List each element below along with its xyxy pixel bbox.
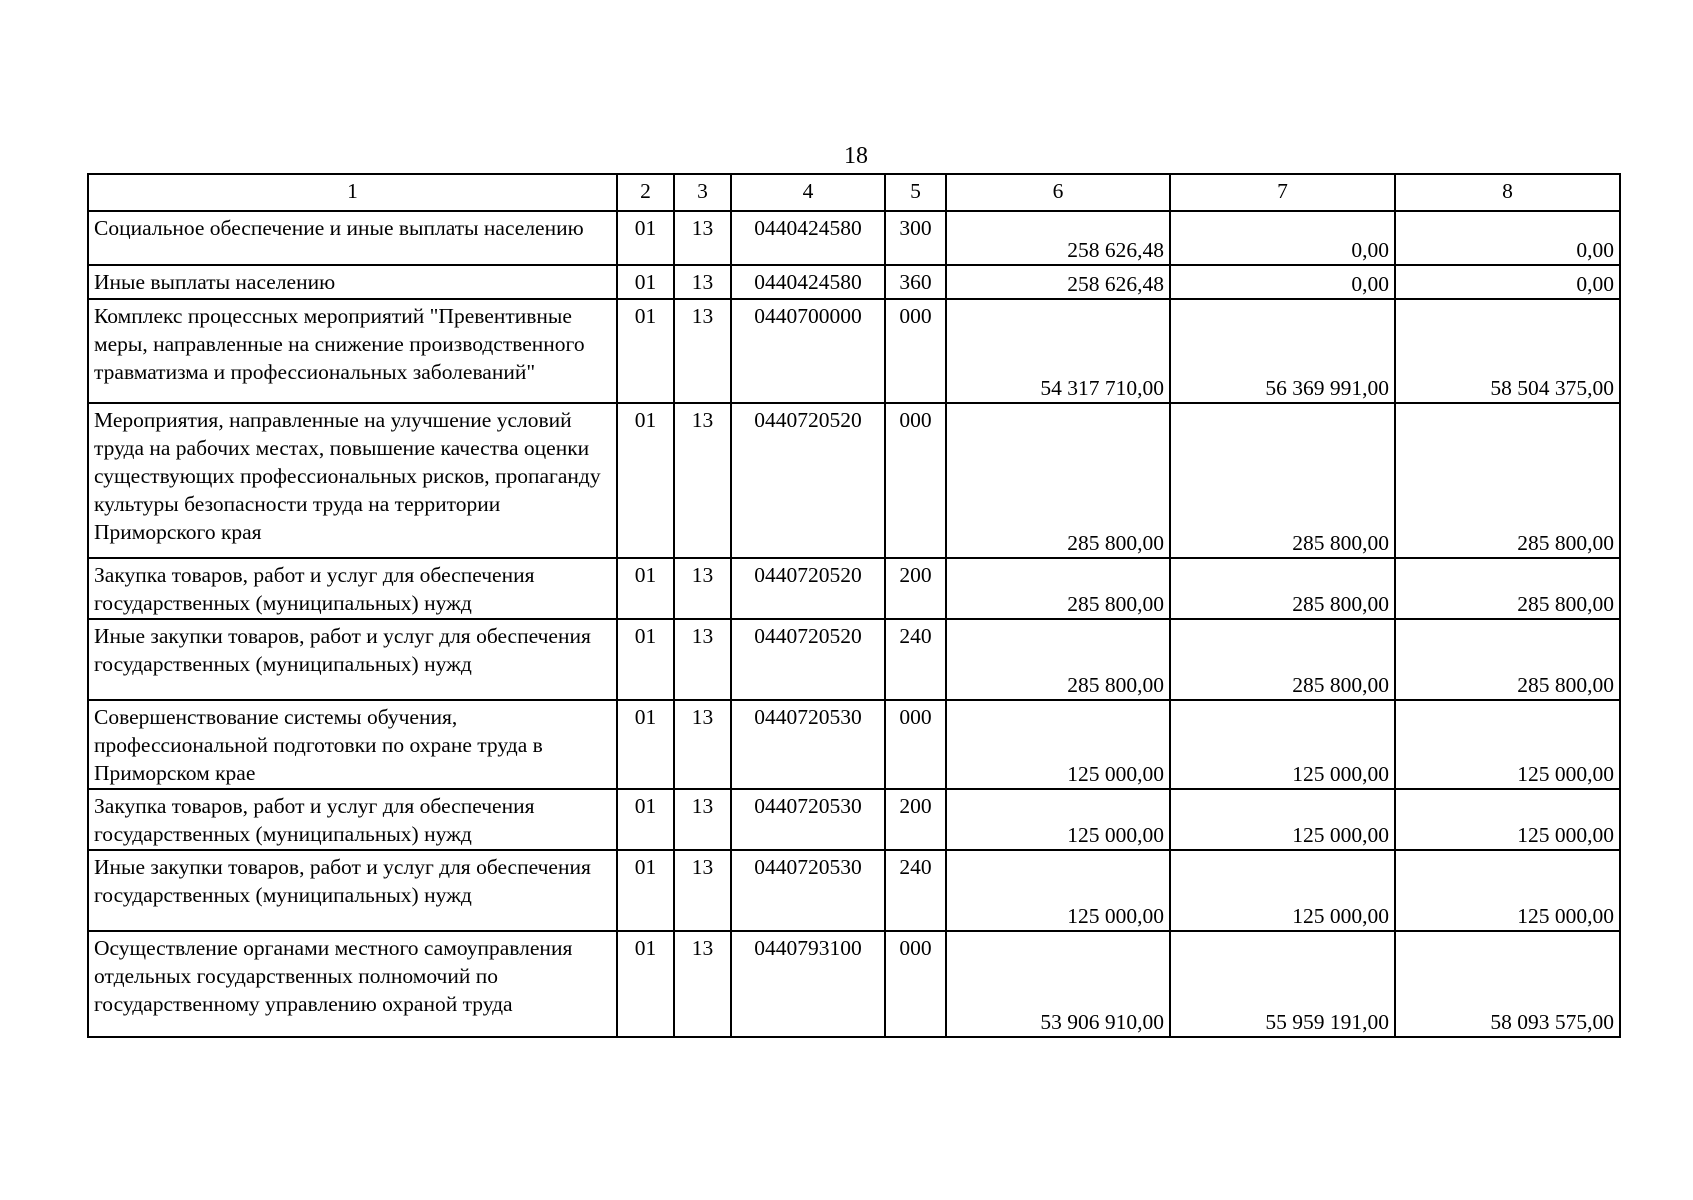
table-row <box>88 850 1620 931</box>
expense-type-cell: 240 <box>885 619 946 700</box>
amount-col8-cell: 0,00 <box>1395 265 1620 299</box>
expense-type-cell: 000 <box>885 931 946 1037</box>
subsection-code-cell: 13 <box>674 850 731 931</box>
expense-type-cell: 300 <box>885 211 946 265</box>
table-row <box>88 211 1620 265</box>
target-article-cell: 0440720520 <box>731 558 885 619</box>
section-code-cell: 01 <box>617 558 674 619</box>
target-article-cell: 0440720520 <box>731 619 885 700</box>
amount-col7-cell: 56 369 991,00 <box>1170 299 1395 403</box>
subsection-code-cell: 13 <box>674 265 731 299</box>
page-number: 18 <box>844 143 868 169</box>
target-article-cell: 0440720530 <box>731 850 885 931</box>
table-row <box>88 558 1620 619</box>
table-row <box>88 931 1620 1037</box>
table-row <box>88 299 1620 403</box>
subsection-code-cell: 13 <box>674 931 731 1037</box>
section-code-cell: 01 <box>617 931 674 1037</box>
row-name-cell: Иные закупки товаров, работ и услуг для обеспечения государственных (муниципальных) нужд <box>88 850 617 931</box>
amount-col7-cell: 0,00 <box>1170 211 1395 265</box>
table-row <box>88 403 1620 558</box>
amount-col8-cell: 125 000,00 <box>1395 700 1620 789</box>
amount-col6-cell: 125 000,00 <box>946 850 1170 931</box>
column-header: 5 <box>885 174 946 211</box>
column-header: 1 <box>88 174 617 211</box>
amount-col6-cell: 53 906 910,00 <box>946 931 1170 1037</box>
section-code-cell: 01 <box>617 619 674 700</box>
target-article-cell: 0440720530 <box>731 789 885 850</box>
amount-col8-cell: 0,00 <box>1395 211 1620 265</box>
expense-type-cell: 240 <box>885 850 946 931</box>
expense-type-cell: 200 <box>885 558 946 619</box>
amount-col6-cell: 125 000,00 <box>946 789 1170 850</box>
target-article-cell: 0440793100 <box>731 931 885 1037</box>
target-article-cell: 0440424580 <box>731 211 885 265</box>
row-name-cell: Закупка товаров, работ и услуг для обеспечения государственных (муниципальных) нужд <box>88 558 617 619</box>
amount-col8-cell: 285 800,00 <box>1395 619 1620 700</box>
row-name-cell: Осуществление органами местного самоуправления отдельных государственных полномочий по государственному управлению охраной труда <box>88 931 617 1037</box>
section-code-cell: 01 <box>617 211 674 265</box>
subsection-code-cell: 13 <box>674 403 731 558</box>
amount-col8-cell: 58 504 375,00 <box>1395 299 1620 403</box>
amount-col6-cell: 285 800,00 <box>946 558 1170 619</box>
expense-type-cell: 200 <box>885 789 946 850</box>
expense-type-cell: 360 <box>885 265 946 299</box>
amount-col8-cell: 58 093 575,00 <box>1395 931 1620 1037</box>
amount-col7-cell: 285 800,00 <box>1170 403 1395 558</box>
amount-col8-cell: 285 800,00 <box>1395 558 1620 619</box>
expense-type-cell: 000 <box>885 700 946 789</box>
subsection-code-cell: 13 <box>674 619 731 700</box>
subsection-code-cell: 13 <box>674 211 731 265</box>
target-article-cell: 0440720530 <box>731 700 885 789</box>
amount-col6-cell: 285 800,00 <box>946 619 1170 700</box>
column-header: 7 <box>1170 174 1395 211</box>
expense-type-cell: 000 <box>885 299 946 403</box>
amount-col7-cell: 0,00 <box>1170 265 1395 299</box>
row-name-cell: Мероприятия, направленные на улучшение условий труда на рабочих местах, повышение качества оценки существующих профессиональных рисков, пропаганду культуры безопасности труда на территории Приморского края <box>88 403 617 558</box>
table-row <box>88 789 1620 850</box>
section-code-cell: 01 <box>617 403 674 558</box>
row-name-cell: Закупка товаров, работ и услуг для обеспечения государственных (муниципальных) нужд <box>88 789 617 850</box>
column-header: 3 <box>674 174 731 211</box>
table-row <box>88 619 1620 700</box>
amount-col8-cell: 125 000,00 <box>1395 789 1620 850</box>
column-header: 4 <box>731 174 885 211</box>
row-name-cell: Социальное обеспечение и иные выплаты населению <box>88 211 617 265</box>
amount-col6-cell: 285 800,00 <box>946 403 1170 558</box>
row-name-cell: Иные закупки товаров, работ и услуг для обеспечения государственных (муниципальных) нужд <box>88 619 617 700</box>
amount-col7-cell: 125 000,00 <box>1170 789 1395 850</box>
amount-col8-cell: 285 800,00 <box>1395 403 1620 558</box>
subsection-code-cell: 13 <box>674 700 731 789</box>
target-article-cell: 0440700000 <box>731 299 885 403</box>
subsection-code-cell: 13 <box>674 299 731 403</box>
amount-col7-cell: 55 959 191,00 <box>1170 931 1395 1037</box>
section-code-cell: 01 <box>617 265 674 299</box>
section-code-cell: 01 <box>617 789 674 850</box>
column-header: 2 <box>617 174 674 211</box>
section-code-cell: 01 <box>617 299 674 403</box>
row-name-cell: Иные выплаты населению <box>88 265 617 299</box>
target-article-cell: 0440424580 <box>731 265 885 299</box>
amount-col6-cell: 258 626,48 <box>946 265 1170 299</box>
column-header: 8 <box>1395 174 1620 211</box>
column-header: 6 <box>946 174 1170 211</box>
amount-col7-cell: 125 000,00 <box>1170 850 1395 931</box>
section-code-cell: 01 <box>617 700 674 789</box>
row-name-cell: Совершенствование системы обучения, профессиональной подготовки по охране труда в Приморском крае <box>88 700 617 789</box>
amount-col6-cell: 54 317 710,00 <box>946 299 1170 403</box>
section-code-cell: 01 <box>617 850 674 931</box>
amount-col6-cell: 125 000,00 <box>946 700 1170 789</box>
table-header-row <box>88 174 1620 211</box>
amount-col7-cell: 285 800,00 <box>1170 558 1395 619</box>
amount-col6-cell: 258 626,48 <box>946 211 1170 265</box>
row-name-cell: Комплекс процессных мероприятий "Превентивные меры, направленные на снижение производственного травматизма и профессиональных заболеваний" <box>88 299 617 403</box>
amount-col7-cell: 125 000,00 <box>1170 700 1395 789</box>
table-row <box>88 265 1620 299</box>
amount-col7-cell: 285 800,00 <box>1170 619 1395 700</box>
budget-table <box>87 173 1621 1038</box>
subsection-code-cell: 13 <box>674 789 731 850</box>
expense-type-cell: 000 <box>885 403 946 558</box>
table-row <box>88 700 1620 789</box>
target-article-cell: 0440720520 <box>731 403 885 558</box>
amount-col8-cell: 125 000,00 <box>1395 850 1620 931</box>
subsection-code-cell: 13 <box>674 558 731 619</box>
